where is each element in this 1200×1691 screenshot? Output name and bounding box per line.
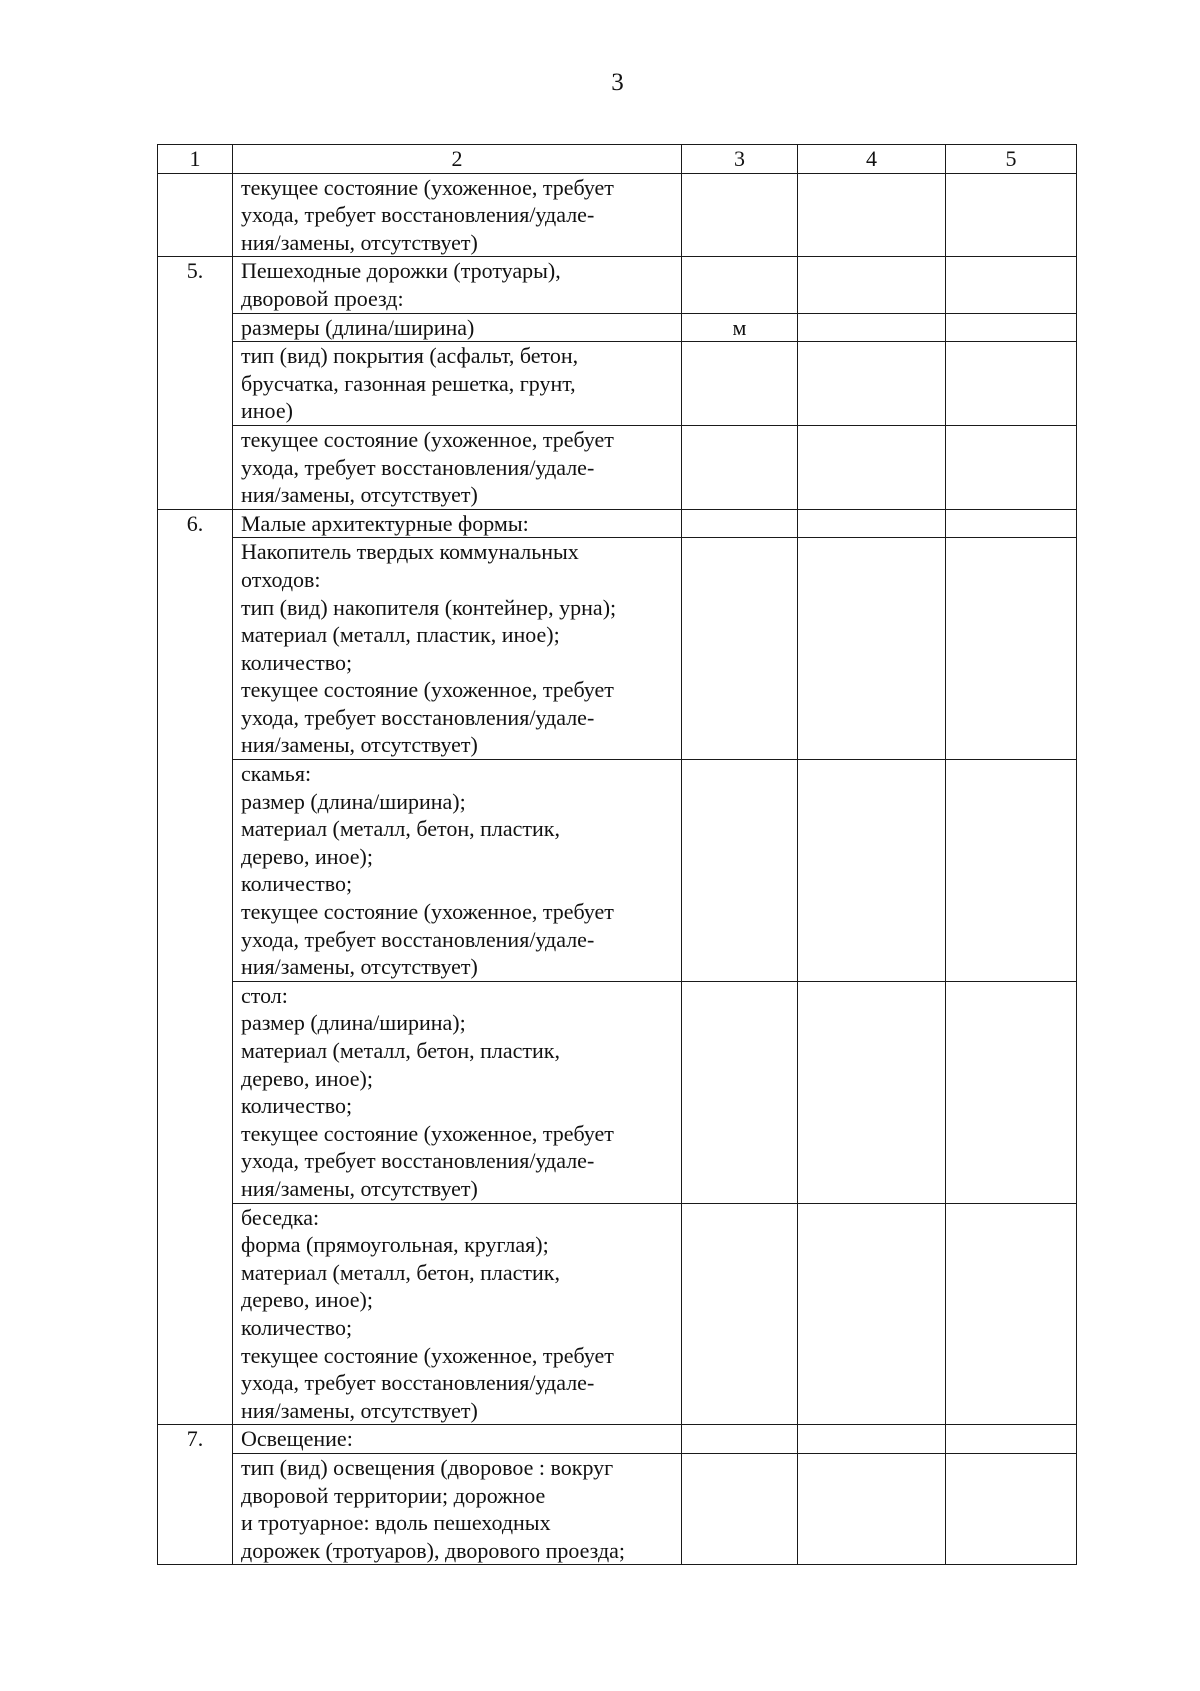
row-unit-cell [682,760,798,982]
table-row [158,1425,1077,1454]
row-col4-cell [798,1453,946,1564]
row-unit-cell [682,538,798,760]
table-row [158,538,1077,760]
row-col5-cell [946,173,1077,257]
row-col4-cell [798,425,946,509]
table-row [158,173,1077,257]
row-unit-cell [682,509,798,538]
header-col-1: 1 [158,145,233,174]
row-col4-cell [798,342,946,426]
table-row [158,760,1077,982]
row-col4-cell [798,1203,946,1425]
row-unit-cell [682,425,798,509]
row-col4-cell [798,173,946,257]
row-unit-cell [682,1203,798,1425]
table-row [158,1453,1077,1564]
row-col5-cell [946,760,1077,982]
header-col-3: 3 [682,145,798,174]
row-description: тип (вид) освещения (дворовое : вокруг дворовой территории; дорожное и тротуарное: вдоль пешеходных дорожек (тротуаров), дворового проезда; [233,1453,682,1564]
row-description: Пешеходные дорожки (тротуары), дворовой проезд: [233,257,682,313]
row-description: текущее состояние (ухоженное, требует ухода, требует восстановления/удале- ния/замены, отсутствует) [233,173,682,257]
row-col5-cell [946,1203,1077,1425]
table-row [158,1203,1077,1425]
survey-table [157,144,1077,1565]
header-col-2: 2 [233,145,682,174]
row-col5-cell [946,538,1077,760]
row-col4-cell [798,760,946,982]
row-number-cell: 6. [158,509,233,1425]
row-col4-cell [798,981,946,1203]
table-row [158,313,1077,342]
row-description: стол: размер (длина/ширина); материал (металл, бетон, пластик, дерево, иное); количество; текущее состояние (ухоженное, требует ухода, требует восстановления/удале- ния/замены, отсутствует) [233,981,682,1203]
row-unit-cell [682,1453,798,1564]
table-row [158,425,1077,509]
row-col4-cell [798,538,946,760]
row-description: беседка: форма (прямоугольная, круглая); материал (металл, бетон, пластик, дерево, иное); количество; текущее состояние (ухоженное, требует ухода, требует восстановления/удале- ния/замены, отсутствует) [233,1203,682,1425]
header-col-5: 5 [946,145,1077,174]
row-unit-cell [682,257,798,313]
row-unit-cell [682,173,798,257]
row-number-cell: 5. [158,257,233,509]
row-unit-cell [682,981,798,1203]
row-col5-cell [946,509,1077,538]
row-col5-cell [946,342,1077,426]
row-description: размеры (длина/ширина) [233,313,682,342]
row-unit-cell [682,1425,798,1454]
page-number: 3 [611,69,624,96]
table-row [158,342,1077,426]
row-unit-cell [682,342,798,426]
row-number-cell: 7. [158,1425,233,1565]
row-col4-cell [798,257,946,313]
table-row [158,509,1077,538]
row-description: Освещение: [233,1425,682,1454]
row-description: Накопитель твердых коммунальных отходов: тип (вид) накопителя (контейнер, урна); материал (металл, пластик, иное); количество; текущее состояние (ухоженное, требует ухода, требует восстановления/удале- ния/замены, отсутствует) [233,538,682,760]
row-col5-cell [946,313,1077,342]
row-col5-cell [946,1425,1077,1454]
row-col5-cell [946,425,1077,509]
row-col5-cell [946,981,1077,1203]
table-header-row [158,145,1077,174]
row-col4-cell [798,1425,946,1454]
row-col5-cell [946,1453,1077,1564]
table-row [158,257,1077,313]
row-col4-cell [798,313,946,342]
row-col5-cell [946,257,1077,313]
row-description: скамья: размер (длина/ширина); материал (металл, бетон, пластик, дерево, иное); количество; текущее состояние (ухоженное, требует ухода, требует восстановления/удале- ния/замены, отсутствует) [233,760,682,982]
row-col4-cell [798,509,946,538]
row-unit-cell: м [682,313,798,342]
row-description: текущее состояние (ухоженное, требует ухода, требует восстановления/удале- ния/замены, отсутствует) [233,425,682,509]
row-description: тип (вид) покрытия (асфальт, бетон, брусчатка, газонная решетка, грунт, иное) [233,342,682,426]
table-row [158,981,1077,1203]
row-number-cell [158,173,233,257]
header-col-4: 4 [798,145,946,174]
row-description: Малые архитектурные формы: [233,509,682,538]
